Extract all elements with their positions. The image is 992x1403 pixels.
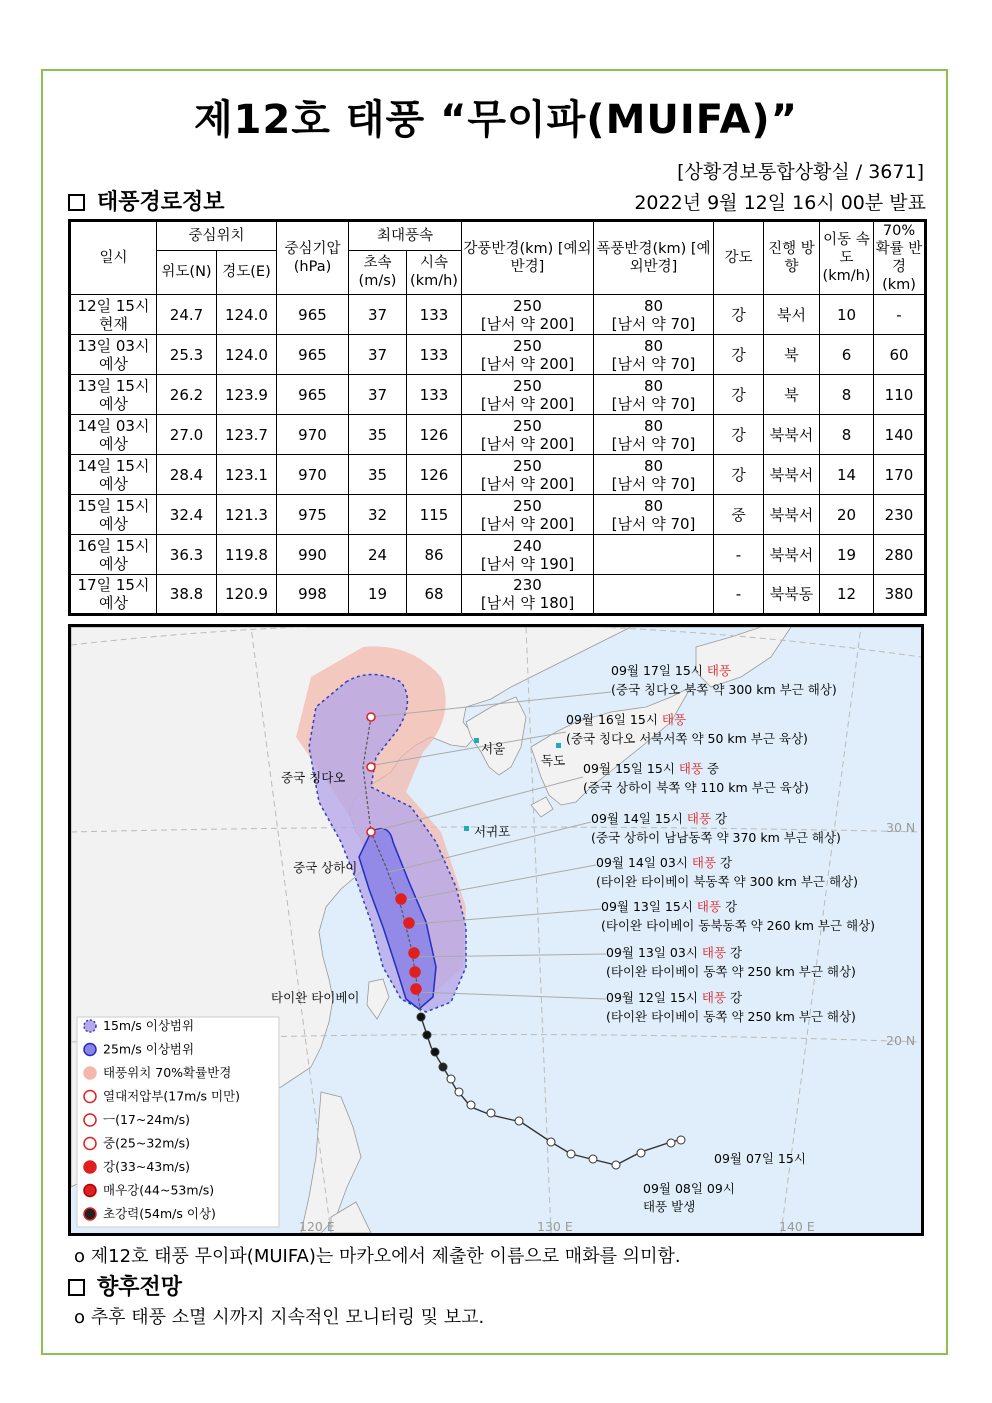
cell-storm-radius-line1: 80	[643, 296, 664, 315]
callout-title	[583, 761, 719, 776]
cell-datetime-line2: 예상	[99, 394, 128, 413]
cell-lat: 27.0	[157, 415, 217, 455]
callout-title	[596, 855, 732, 870]
depression-legend-icon	[84, 1091, 96, 1103]
callout-type: 태풍	[678, 761, 704, 776]
cell-strong-radius-line2: [남서 약 200]	[480, 394, 575, 413]
past-track-point	[589, 1155, 597, 1163]
section-heading-outlook	[68, 1270, 182, 1301]
cell-lat: 24.7	[157, 295, 217, 335]
forecast-track-point	[367, 713, 375, 721]
cell-lon: 123.1	[217, 455, 277, 495]
legend-label: ㅡ(17~24m/s)	[103, 1112, 191, 1127]
cell-speed: 8	[820, 415, 874, 455]
callout-intensity: 강	[721, 899, 738, 914]
cell-datetime-line1: 15일 15시	[77, 496, 150, 515]
table-row	[70, 535, 926, 575]
callout-location: (중국 칭다오 서북서쪽 약 50 km 부근 육상)	[566, 731, 808, 746]
cell-prob-radius: 140	[874, 415, 926, 455]
callout-type: 태풍	[706, 663, 732, 678]
callout-type: 태풍	[661, 712, 687, 727]
legend-label: 태풍위치 70%확률반경	[103, 1065, 232, 1080]
cell-storm-radius	[594, 495, 714, 535]
header-maxwind: 최대풍속	[349, 221, 462, 251]
cell-prob-radius: 380	[874, 575, 926, 615]
cell-wind-kmh: 126	[407, 415, 462, 455]
past-track-point	[567, 1150, 575, 1158]
cell-storm-radius-line1: 80	[643, 336, 664, 355]
place-dokdo: 독도	[541, 753, 566, 768]
cell-direction: 북북동	[764, 575, 820, 615]
dokdo-marker	[556, 743, 561, 748]
table-row	[70, 495, 926, 535]
cell-datetime	[70, 495, 157, 535]
cell-lon: 120.9	[217, 575, 277, 615]
past-track-point	[417, 1013, 425, 1021]
cell-lat: 28.4	[157, 455, 217, 495]
callout-type: 태풍	[691, 855, 717, 870]
callout-time: 09월 14일 03시	[596, 855, 692, 870]
cell-pressure: 990	[277, 535, 349, 575]
forecast-track-point	[411, 984, 421, 994]
table-row	[70, 415, 926, 455]
cell-prob-radius: 280	[874, 535, 926, 575]
cell-wind-kmh: 126	[407, 455, 462, 495]
forecast-track-point	[410, 967, 420, 977]
genesis-label-time: 09월 08일 09시	[643, 1181, 735, 1196]
cell-prob-radius: 170	[874, 455, 926, 495]
origin-label: 09월 07일 15시	[714, 1151, 806, 1166]
cell-wind-ms: 35	[349, 415, 407, 455]
cell-datetime-line2: 예상	[99, 514, 128, 533]
callout-time: 09월 12일 15시	[606, 990, 702, 1005]
cell-storm-radius	[594, 335, 714, 375]
callout-intensity: 강	[711, 811, 728, 826]
cell-datetime	[70, 375, 157, 415]
cell-datetime-line2: 예상	[99, 474, 128, 493]
cell-lat: 25.3	[157, 335, 217, 375]
cell-lon: 124.0	[217, 335, 277, 375]
callout-type: 태풍	[696, 899, 722, 914]
checkbox-icon	[68, 194, 85, 211]
checkbox-icon	[68, 1279, 85, 1296]
past-track-point	[447, 1075, 455, 1083]
cell-datetime	[70, 535, 157, 575]
section-heading-track	[68, 185, 225, 216]
cell-datetime	[70, 575, 157, 615]
callout-type: 태풍	[701, 945, 727, 960]
cell-storm-radius-line2: [남서 약 70]	[611, 474, 696, 493]
cell-storm-radius-line2: [남서 약 70]	[611, 514, 696, 533]
place-qingdao: 중국 칭다오	[281, 770, 346, 785]
place-seoul: 서울	[481, 741, 506, 756]
table-row	[70, 335, 926, 375]
cell-wind-ms: 37	[349, 295, 407, 335]
cell-datetime-line1: 16일 15시	[77, 536, 150, 555]
grid-label-30n: 30 N	[886, 820, 916, 835]
callout-location: (타이완 타이베이 동쪽 약 250 km 부근 해상)	[606, 1009, 856, 1024]
header-ms: 초속 (m/s)	[349, 250, 407, 294]
callout-title	[611, 663, 731, 678]
forecast-track-point	[367, 763, 375, 771]
cell-strong-radius-line1: 250	[513, 336, 542, 355]
cell-storm-radius-line2: [남서 약 70]	[611, 434, 696, 453]
cell-pressure: 970	[277, 415, 349, 455]
cell-datetime-line1: 12일 15시	[77, 296, 150, 315]
cell-storm-radius-line1: 80	[643, 416, 664, 435]
cell-strong-radius-line2: [남서 약 200]	[480, 474, 575, 493]
forecast-track-point	[396, 894, 406, 904]
callout-time: 09월 14일 15시	[591, 811, 687, 826]
callout-location: (타이완 타이베이 동북동쪽 약 260 km 부근 해상)	[601, 918, 876, 933]
past-track-point	[467, 1101, 475, 1109]
cell-intensity: 강	[714, 335, 764, 375]
header-lon: 경도(E)	[217, 250, 277, 294]
callout-title	[591, 811, 727, 826]
header-strong-radius: 강풍반경(km) [예외반경]	[462, 221, 594, 295]
cell-strong-radius	[462, 335, 594, 375]
cell-wind-ms: 32	[349, 495, 407, 535]
legend-label: 매우강(44~53m/s)	[103, 1182, 215, 1198]
callout-title	[566, 712, 686, 727]
cell-storm-radius-line1: 80	[643, 456, 664, 475]
cell-strong-radius	[462, 295, 594, 335]
cell-strong-radius	[462, 495, 594, 535]
legend-label: 강(33~43m/s)	[103, 1159, 191, 1174]
callout-time: 09월 13일 15시	[601, 899, 697, 914]
cell-storm-radius	[594, 575, 714, 615]
cell-strong-radius-line2: [남서 약 200]	[480, 314, 575, 333]
seogwipo-marker	[464, 826, 469, 831]
past-track-point	[455, 1088, 463, 1096]
past-track-point	[547, 1138, 555, 1146]
cell-speed: 20	[820, 495, 874, 535]
past-track-point	[612, 1161, 620, 1169]
cell-wind-kmh: 133	[407, 335, 462, 375]
legend-label: 열대저압부(17m/s 미만)	[103, 1088, 241, 1104]
cell-storm-radius	[594, 375, 714, 415]
legend-label: 중(25~32m/s)	[103, 1135, 191, 1151]
issued-time: 2022년 9월 12일 16시 00분 발표	[634, 192, 926, 214]
callout-type: 태풍	[701, 990, 727, 1005]
past-track-point	[487, 1109, 495, 1117]
wind-15ms-legend-icon	[84, 1020, 96, 1032]
cell-datetime-line2: 예상	[99, 554, 128, 573]
forecast-callouts	[566, 663, 875, 1024]
cell-lon: 119.8	[217, 535, 277, 575]
cell-storm-radius	[594, 415, 714, 455]
cell-prob-radius: 110	[874, 375, 926, 415]
cell-speed: 10	[820, 295, 874, 335]
map-legend	[77, 1017, 279, 1227]
legend-label: 초강력(54m/s 이상)	[103, 1206, 216, 1221]
callout-intensity: 강	[716, 855, 733, 870]
header-center: 중심위치	[157, 221, 277, 251]
cell-datetime-line1: 17일 15시	[77, 576, 150, 594]
typhoon-superstrong-legend-icon	[84, 1208, 96, 1220]
cell-storm-radius-line2: [남서 약 70]	[611, 394, 696, 413]
cell-lon: 123.7	[217, 415, 277, 455]
cell-storm-radius-line2: [남서 약 70]	[611, 354, 696, 373]
section-heading-text: 향후전망	[97, 1275, 183, 1300]
cell-lat: 32.4	[157, 495, 217, 535]
table-row	[70, 295, 926, 335]
cell-storm-radius	[594, 295, 714, 335]
cell-strong-radius-line2: [남서 약 190]	[480, 554, 575, 573]
header-speed: 이동 속도 (km/h)	[820, 221, 874, 295]
header-direction: 진행 방향	[764, 221, 820, 295]
cell-strong-radius-line2: [남서 약 180]	[480, 594, 575, 612]
callout-title	[601, 899, 737, 914]
table-row	[70, 375, 926, 415]
past-track-point	[637, 1149, 645, 1157]
cell-wind-kmh: 115	[407, 495, 462, 535]
header-intensity: 강도	[714, 221, 764, 295]
cell-wind-kmh: 133	[407, 375, 462, 415]
cell-speed: 8	[820, 375, 874, 415]
cell-datetime-line1: 14일 03시	[77, 416, 150, 435]
callout-location: (타이완 타이베이 동쪽 약 250 km 부근 해상)	[606, 964, 856, 979]
cell-pressure: 965	[277, 375, 349, 415]
cell-strong-radius-line1: 240	[513, 536, 542, 555]
header-kmh: 시속 (km/h)	[407, 250, 462, 294]
cell-wind-ms: 37	[349, 375, 407, 415]
past-track-point	[515, 1117, 523, 1125]
cell-speed: 6	[820, 335, 874, 375]
cell-datetime-line2: 예상	[99, 434, 128, 453]
cell-prob-radius: 60	[874, 335, 926, 375]
cell-datetime	[70, 295, 157, 335]
origin-labels	[643, 1151, 806, 1214]
cell-lon: 124.0	[217, 295, 277, 335]
seoul-marker	[474, 738, 479, 743]
cell-intensity: 강	[714, 455, 764, 495]
callout-type: 태풍	[686, 811, 712, 826]
callout-time: 09월 16일 15시	[566, 712, 662, 727]
callout-time: 09월 17일 15시	[611, 663, 707, 678]
cell-intensity: 강	[714, 295, 764, 335]
note-name-meaning: o 제12호 태풍 무이파(MUIFA)는 마카오에서 제출한 이름으로 매화를 의미함.	[74, 1246, 681, 1267]
office-label: [상황경보통합상황실 / 3671]	[677, 161, 924, 183]
cell-lon: 123.9	[217, 375, 277, 415]
header-storm-radius: 폭풍반경(km) [예외반경]	[594, 221, 714, 295]
place-shanghai: 중국 상하이	[293, 860, 358, 875]
cell-datetime	[70, 415, 157, 455]
cell-wind-ms: 37	[349, 335, 407, 375]
callout-title	[606, 990, 742, 1005]
cell-direction: 북	[764, 335, 820, 375]
cell-strong-radius-line1: 250	[513, 376, 542, 395]
cell-strong-radius-line1: 250	[513, 496, 542, 515]
grid-label-20n: 20 N	[886, 1033, 916, 1048]
typhoon-medium-legend-icon	[84, 1138, 96, 1150]
probability-legend-icon	[84, 1067, 96, 1079]
section-heading-text: 태풍경로정보	[97, 190, 225, 215]
past-track-point	[439, 1063, 447, 1071]
cell-intensity: 강	[714, 375, 764, 415]
cell-datetime-line1: 13일 15시	[77, 376, 150, 395]
cell-wind-kmh: 133	[407, 295, 462, 335]
cell-datetime-line1: 14일 15시	[77, 456, 150, 475]
cell-datetime-line2: 현재	[99, 314, 128, 333]
cell-pressure: 970	[277, 455, 349, 495]
wind-25ms-legend-icon	[84, 1044, 96, 1056]
cell-direction: 북북서	[764, 415, 820, 455]
callout-location: (중국 칭다오 북쪽 약 300 km 부근 해상)	[611, 682, 837, 697]
cell-direction: 북북서	[764, 535, 820, 575]
cell-pressure: 998	[277, 575, 349, 615]
grid-label-140e: 140 E	[779, 1219, 815, 1233]
typhoon-verystrong-legend-icon	[84, 1185, 96, 1197]
cell-wind-kmh: 86	[407, 535, 462, 575]
cell-storm-radius-line1: 80	[643, 496, 664, 515]
typhoon-track-map	[68, 624, 924, 1236]
cell-storm-radius	[594, 535, 714, 575]
header-prob: 70% 확률 반경 (km)	[874, 221, 926, 295]
header-lat: 위도(N)	[157, 250, 217, 294]
forecast-track-point	[367, 828, 375, 836]
cell-intensity: -	[714, 575, 764, 615]
cell-strong-radius	[462, 455, 594, 495]
cell-strong-radius	[462, 375, 594, 415]
header-pressure: 중심기압 (hPa)	[277, 221, 349, 295]
place-taipei: 타이완 타이베이	[271, 990, 360, 1005]
cell-lat: 26.2	[157, 375, 217, 415]
legend-label: 15m/s 이상범위	[103, 1018, 195, 1033]
cell-strong-radius	[462, 415, 594, 455]
cell-strong-radius-line1: 250	[513, 416, 542, 435]
cell-speed: 19	[820, 535, 874, 575]
cell-datetime-line2: 예상	[99, 354, 128, 373]
note-outlook: o 추후 태풍 소멸 시까지 지속적인 모니터링 및 보고.	[74, 1307, 485, 1328]
forecast-track-point	[404, 918, 414, 928]
past-track-points	[417, 1013, 685, 1169]
table-row	[70, 455, 926, 495]
cell-pressure: 975	[277, 495, 349, 535]
cell-lon: 121.3	[217, 495, 277, 535]
place-seogwipo: 서귀포	[474, 824, 511, 839]
cell-storm-radius-line1: 80	[643, 376, 664, 395]
header-datetime: 일시	[70, 221, 157, 295]
cell-strong-radius-line2: [남서 약 200]	[480, 434, 575, 453]
grid-label-120e: 120 E	[299, 1219, 335, 1233]
typhoon-strong-legend-icon	[84, 1161, 96, 1173]
cell-strong-radius-line1: 230	[513, 576, 542, 594]
past-track-point	[423, 1031, 431, 1039]
cell-direction: 북서	[764, 295, 820, 335]
table-row	[70, 575, 926, 615]
past-track-point	[667, 1139, 675, 1147]
cell-strong-radius-line2: [남서 약 200]	[480, 354, 575, 373]
cell-wind-kmh: 68	[407, 575, 462, 615]
callout-intensity: 강	[726, 990, 743, 1005]
past-track-point	[677, 1136, 685, 1144]
cell-strong-radius	[462, 535, 594, 575]
typhoon-track-table	[68, 219, 927, 616]
grid-label-130e: 130 E	[537, 1219, 573, 1233]
cell-direction: 북북서	[764, 455, 820, 495]
callout-location: (중국 상하이 북쪽 약 110 km 부근 육상)	[583, 780, 809, 795]
cell-intensity: 강	[714, 415, 764, 455]
callout-time: 09월 15일 15시	[583, 761, 679, 776]
cell-lat: 38.8	[157, 575, 217, 615]
cell-lat: 36.3	[157, 535, 217, 575]
cell-intensity: 중	[714, 495, 764, 535]
cell-pressure: 965	[277, 335, 349, 375]
cell-datetime-line2: 예상	[99, 594, 128, 612]
cell-pressure: 965	[277, 295, 349, 335]
cell-strong-radius-line1: 250	[513, 296, 542, 315]
cell-wind-ms: 24	[349, 535, 407, 575]
legend-label: 25m/s 이상범위	[103, 1041, 195, 1057]
forecast-track-point	[409, 948, 419, 958]
callout-time: 09월 13일 03시	[606, 945, 702, 960]
callout-intensity: 강	[726, 945, 743, 960]
cell-speed: 12	[820, 575, 874, 615]
cell-datetime	[70, 335, 157, 375]
cell-strong-radius-line2: [남서 약 200]	[480, 514, 575, 533]
cell-direction: 북북서	[764, 495, 820, 535]
cell-prob-radius: 230	[874, 495, 926, 535]
cell-wind-ms: 35	[349, 455, 407, 495]
callout-title	[606, 945, 742, 960]
cell-direction: 북	[764, 375, 820, 415]
cell-storm-radius-line2: [남서 약 70]	[611, 314, 696, 333]
past-track-point	[431, 1048, 439, 1056]
cell-speed: 14	[820, 455, 874, 495]
cell-strong-radius-line1: 250	[513, 456, 542, 475]
cell-intensity: -	[714, 535, 764, 575]
page-title: 제12호 태풍 “무이파(MUIFA)”	[194, 97, 798, 143]
callout-location: (타이완 타이베이 북동쪽 약 300 km 부근 해상)	[596, 874, 858, 889]
cell-prob-radius: -	[874, 295, 926, 335]
callout-location: (중국 상하이 남남동쪽 약 370 km 부근 해상)	[591, 830, 841, 845]
cell-wind-ms: 19	[349, 575, 407, 615]
cell-storm-radius	[594, 455, 714, 495]
callout-intensity: 중	[703, 761, 720, 776]
genesis-label-text: 태풍 발생	[643, 1199, 696, 1214]
cell-datetime-line1: 13일 03시	[77, 336, 150, 355]
cell-strong-radius	[462, 575, 594, 615]
cell-datetime	[70, 455, 157, 495]
